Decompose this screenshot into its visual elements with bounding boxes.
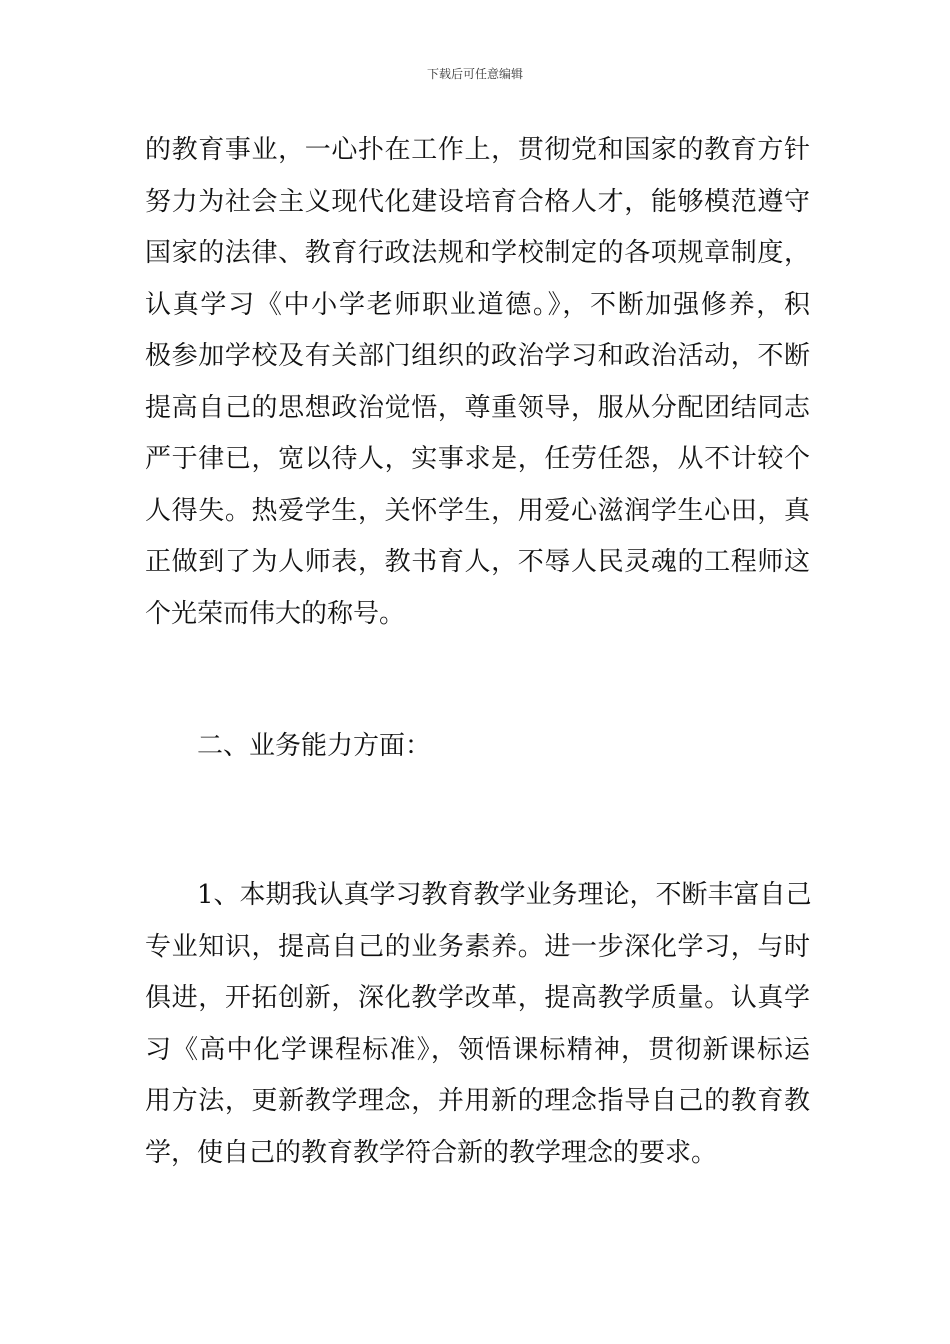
paragraph-line: 提高自己的思想政治觉悟，尊重领导，服从分配团结同志	[145, 392, 810, 423]
paragraph-2	[145, 870, 810, 1179]
paragraph-line: 正做到了为人师表，教书育人，不辱人民灵魂的工程师这	[145, 547, 810, 577]
paragraph-line: 专业知识，提高自己的业务素养。进一步深化学习，与时	[145, 931, 810, 962]
paragraph-1	[145, 125, 810, 640]
page-header: 下载后可任意编辑	[426, 67, 523, 81]
paragraph-line: 习《高中化学课程标准》，领悟课标精神，贯彻新课标运	[145, 1034, 810, 1065]
paragraph-line: 1、本期我认真学习教育教学业务理论，不断丰富自己	[197, 880, 812, 910]
paragraph-line: 用方法，更新教学理念，并用新的理念指导自己的教育教	[145, 1086, 810, 1116]
paragraph-line: 人得失。热爱学生，关怀学生，用爱心滋润学生心田，真	[145, 495, 810, 526]
paragraph-line: 极参加学校及有关部门组织的政治学习和政治活动，不断	[145, 341, 810, 371]
section-heading: 二、业务能力方面：	[197, 731, 432, 761]
paragraph-line: 学，使自己的教育教学符合新的教学理念的要求。	[145, 1137, 718, 1168]
paragraph-line: 的教育事业，一心扑在工作上，贯彻党和国家的教育方针	[145, 135, 810, 165]
paragraph-line: 国家的法律、教育行政法规和学校制定的各项规章制度，	[145, 238, 810, 268]
paragraph-line: 努力为社会主义现代化建设培育合格人才，能够模范遵守	[145, 186, 810, 217]
paragraph-line: 严于律已，宽以待人，实事求是，任劳任怨，从不计较个	[145, 444, 810, 474]
paragraph-line: 个光荣而伟大的称号。	[145, 598, 406, 629]
paragraph-line: 俱进，开拓创新，深化教学改革，提高教学质量。认真学	[145, 983, 810, 1013]
paragraph-line: 认真学习《中小学老师职业道德。》，不断加强修养，积	[145, 289, 810, 320]
